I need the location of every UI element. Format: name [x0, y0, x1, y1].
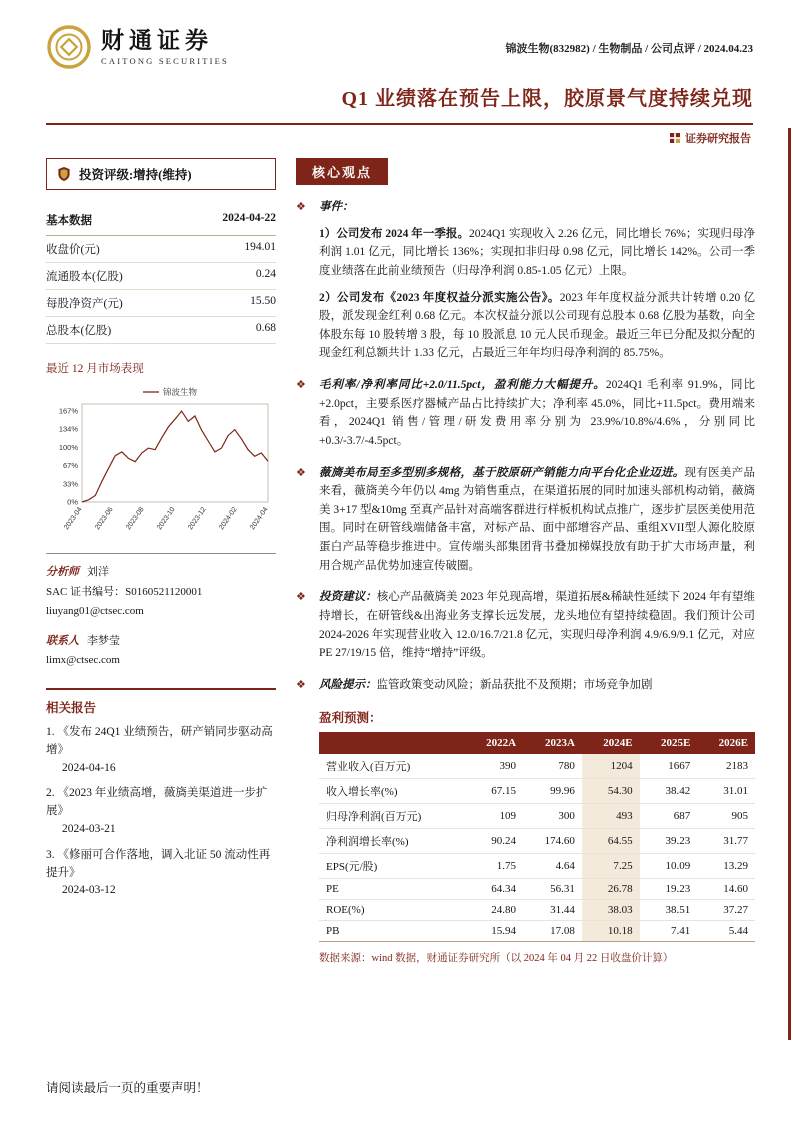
contact-line	[46, 633, 276, 651]
forecast-row-label: ROE(%)	[319, 900, 465, 921]
forecast-cell: 13.29	[697, 854, 755, 879]
forecast-row	[319, 879, 755, 900]
forecast-cell: 493	[582, 804, 640, 829]
forecast-cell: 300	[523, 804, 582, 829]
logo-text	[101, 28, 229, 65]
contact-role-label: 联系人	[46, 634, 79, 647]
bullet-lead: 事件：	[319, 201, 354, 213]
bullet-text	[319, 464, 755, 576]
forecast-cell: 24.80	[465, 900, 524, 921]
svg-text:2023-10: 2023-10	[156, 506, 177, 532]
bullet-body: 监管政策变动风险；新品获批不及预期；市场竞争加剧	[376, 678, 653, 691]
svg-text:2023-06: 2023-06	[94, 506, 115, 532]
stock-line-chart	[46, 382, 276, 544]
right-edge-bar	[788, 128, 791, 1040]
data-source-note: 数据来源：wind 数据，财通证券研究所（以 2024 年 04 月 22 日收盘价计算）	[319, 953, 674, 965]
forecast-row	[319, 754, 755, 779]
contact-name: 李梦莹	[87, 634, 120, 647]
forecast-cell: 99.96	[523, 779, 582, 804]
subparagraph-body: 2023 年年度权益分派共计转增 0.20 亿股，派发现金红利 0.68 亿元。本次权益分派以公司现有总股本 0.68 亿股为基数，向全体股东每 10 股转增 3 股，每 10 股派息 10 元人民币现金。最近三年已分配及拟分配的现金红利总额共计 1.33 亿元，占最近三年年均归母净利润的 85.75%。	[319, 291, 756, 360]
brand-name-cn: 财通证券	[101, 28, 213, 54]
basic-data-block	[46, 210, 276, 344]
bullet-text	[319, 588, 755, 663]
forecast-col-header: 2025E	[640, 732, 698, 754]
forecast-cell: 905	[697, 804, 755, 829]
basic-data-title: 基本数据	[46, 215, 92, 227]
forecast-cell: 1.75	[465, 854, 524, 879]
basic-data-row	[46, 236, 276, 263]
svg-text:2023-12: 2023-12	[187, 506, 208, 532]
core-view-bullets	[296, 198, 755, 694]
forecast-cell: 5.44	[697, 921, 755, 942]
svg-text:2023-08: 2023-08	[125, 506, 146, 532]
basic-data-label: 总股本(亿股)	[46, 325, 112, 337]
forecast-cell: 31.77	[697, 829, 755, 854]
forecast-cell: 90.24	[465, 829, 524, 854]
forecast-cell: 56.31	[523, 879, 582, 900]
forecast-cell: 10.09	[640, 854, 698, 879]
content-columns	[0, 146, 793, 965]
forecast-row	[319, 921, 755, 942]
forecast-cell: 38.03	[582, 900, 640, 921]
forecast-cell: 31.44	[523, 900, 582, 921]
main-content	[296, 158, 755, 965]
forecast-row-label: PB	[319, 921, 465, 942]
report-tag-row	[0, 130, 751, 146]
basic-data-value: 0.24	[255, 268, 276, 280]
forecast-cell: 31.01	[697, 779, 755, 804]
core-view-label: 核心观点	[296, 158, 388, 185]
subparagraph-lead: 2）公司发布《2023 年度权益分派实施公告》。	[319, 291, 560, 304]
analyst-name: 刘洋	[87, 566, 109, 578]
header-divider	[46, 123, 753, 125]
brand-name-en: CAITONG SECURITIES	[101, 55, 229, 66]
forecast-row	[319, 779, 755, 804]
bullet-paragraph	[319, 464, 755, 576]
basic-data-rows	[46, 236, 276, 344]
report-title: Q1 业绩落在预告上限，胶原景气度持续兑现	[341, 88, 753, 110]
forecast-cell: 7.25	[582, 854, 640, 879]
svg-text:0%: 0%	[67, 497, 78, 507]
related-report-title: 2. 《2023 年业绩高增，薇旖美渠道进一步扩展》	[46, 787, 268, 818]
bullet-lead: 毛利率/净利率同比+2.0/11.5pct，盈利能力大幅提升。	[319, 379, 606, 391]
forecast-col-header	[319, 732, 465, 754]
svg-text:锦波生物: 锦波生物	[163, 387, 198, 397]
analyst-block	[46, 553, 276, 670]
forecast-cell: 14.60	[697, 879, 755, 900]
forecast-header-row	[319, 732, 755, 754]
svg-text:100%: 100%	[58, 443, 78, 453]
forecast-col-header: 2026E	[697, 732, 755, 754]
bullet-lead: 投资建议：	[319, 591, 377, 604]
rating-box	[46, 158, 276, 190]
report-tag-label: 证券研究报告	[685, 133, 751, 145]
forecast-cell: 780	[523, 754, 582, 779]
svg-text:33%: 33%	[62, 479, 78, 489]
forecast-cell: 54.30	[582, 779, 640, 804]
forecast-row	[319, 804, 755, 829]
forecast-row-label: 营业收入(百万元)	[319, 754, 465, 779]
basic-data-value: 0.68	[255, 322, 276, 334]
bullet-text	[319, 198, 755, 363]
basic-data-label: 收盘价(元)	[46, 244, 100, 256]
content-bullet	[296, 464, 755, 576]
content-bullet	[296, 376, 755, 451]
bullet-lead: 薇旖美布局至多型别多规格，基于胶原研产销能力向平台化企业迈进。	[319, 466, 685, 479]
analyst-role-label: 分析师	[46, 566, 79, 578]
forecast-row	[319, 854, 755, 879]
bullet-paragraph	[319, 588, 755, 663]
bullet-body: 核心产品薇旖美 2023 年兑现高增，渠道拓展&稀缺性延续下 2024 年有望维持增长，在研管线&出海业务支撑长远发展，龙头地位有望持续稳固。我们预计公司 2024-2026 年实现营业收入 12.0/16.7/21.8 亿元，实现归母净利润 4.9/6.9/9.1 亿元，对应 PE 27/19/15 倍，维持“增持”评级。	[319, 591, 755, 660]
bullet-text	[319, 376, 755, 451]
header	[0, 0, 793, 70]
forecast-title: 盈利预测：	[319, 711, 382, 726]
forecast-row	[319, 829, 755, 854]
related-report-date: 2024-03-12	[62, 884, 116, 897]
svg-text:167%: 167%	[58, 406, 78, 416]
bullet-text	[319, 676, 755, 695]
sidebar	[46, 158, 276, 965]
forecast-row-label: EPS(元/股)	[319, 854, 465, 879]
forecast-cell: 390	[465, 754, 524, 779]
forecast-row-label: PE	[319, 879, 465, 900]
related-report-date: 2024-04-16	[62, 761, 116, 774]
forecast-cell: 38.51	[640, 900, 698, 921]
forecast-cell: 1667	[640, 754, 698, 779]
subparagraph-lead: 1）公司发布 2024 年一季报。	[319, 227, 469, 240]
market-performance-chart	[46, 382, 276, 549]
forecast-cell: 1204	[582, 754, 640, 779]
related-report-title: 3. 《修丽可合作落地，调入北证 50 流动性再提升》	[46, 848, 271, 879]
content-bullet	[296, 588, 755, 663]
bullet-subparagraph	[319, 289, 755, 364]
diamond-bullet-icon: ❖	[296, 466, 306, 479]
forecast-cell: 2183	[697, 754, 755, 779]
forecast-cell: 15.94	[465, 921, 524, 942]
forecast-cell: 67.15	[465, 779, 524, 804]
related-report-item	[46, 724, 276, 777]
forecast-col-header: 2024E	[582, 732, 640, 754]
forecast-cell: 4.64	[523, 854, 582, 879]
diamond-bullet-icon: ❖	[296, 379, 306, 391]
forecast-cell: 174.60	[523, 829, 582, 854]
related-report-date: 2024-03-21	[62, 823, 116, 836]
contact-email: limx@ctsec.com	[46, 654, 120, 667]
diamond-bullet-icon: ❖	[296, 678, 306, 691]
bullet-paragraph	[319, 676, 755, 695]
basic-data-value: 194.01	[244, 241, 276, 253]
rating-label: 投资评级:增持(维持)	[79, 168, 192, 182]
bullet-body: 2024Q1 毛利率 91.9%，同比+2.0pct，主要系医疗器械产品占比持续扩大；净利率 45.0%，同比+11.5pct。费用端来看，2024Q1 销售/管理/研发费用率分别为 23.9%/10.8%/4.6%，分别同比+0.3/-3.7/-4.5pct。	[319, 379, 755, 447]
forecast-row-label: 归母净利润(百万元)	[319, 804, 465, 829]
report-tag-icon	[670, 133, 680, 143]
content-bullet	[296, 198, 755, 363]
diamond-bullet-icon: ❖	[296, 201, 306, 213]
svg-text:2024-04: 2024-04	[249, 506, 270, 532]
analyst-sac: SAC 证书编号：S0160521120001	[46, 585, 203, 598]
forecast-cell: 19.23	[640, 879, 698, 900]
forecast-cell: 7.41	[640, 921, 698, 942]
basic-data-value: 15.50	[250, 295, 276, 307]
forecast-cell: 687	[640, 804, 698, 829]
forecast-cell: 38.42	[640, 779, 698, 804]
report-meta: 锦波生物(832982) / 生物制品 / 公司点评 / 2024.04.23	[505, 43, 753, 55]
diamond-bullet-icon: ❖	[296, 591, 306, 604]
basic-data-header	[46, 210, 276, 236]
basic-data-row	[46, 290, 276, 317]
forecast-row-label: 净利润增长率(%)	[319, 829, 465, 854]
forecast-col-header: 2022A	[465, 732, 524, 754]
forecast-cell: 17.08	[523, 921, 582, 942]
content-bullet	[296, 676, 755, 695]
related-reports-title: 相关报告	[46, 688, 276, 716]
basic-data-date: 2024-04-22	[222, 212, 276, 224]
bullet-paragraph	[319, 376, 755, 451]
basic-data-label: 流通股本(亿股)	[46, 271, 123, 283]
basic-data-row	[46, 317, 276, 344]
forecast-col-header: 2023A	[523, 732, 582, 754]
svg-text:134%: 134%	[58, 424, 78, 434]
related-report-title: 1. 《发布 24Q1 业绩预告，研产销同步驱动高增》	[46, 725, 273, 756]
analyst-line	[46, 564, 276, 582]
bullet-lead: 风险提示：	[319, 678, 377, 691]
svg-text:67%: 67%	[62, 461, 78, 470]
basic-data-label: 每股净资产(元)	[46, 298, 123, 310]
market-performance-title: 最近 12 月市场表现	[46, 363, 144, 375]
forecast-cell: 37.27	[697, 900, 755, 921]
forecast-cell: 10.18	[582, 921, 640, 942]
forecast-table	[319, 732, 755, 942]
footer	[46, 1078, 209, 1096]
forecast-cell: 64.34	[465, 879, 524, 900]
related-reports-block	[46, 688, 276, 900]
caitong-logo	[46, 24, 229, 70]
shield-icon	[57, 166, 71, 182]
bullet-body: 现有医美产品来看，薇旖美今年仍以 4mg 为销售重点，在渠道拓展的同时加速头部机构动销，薇旖美 3+17 型&10mg 至真产品针对高端客群进行样板机构试点推广，逐步扩层医美使用范围。同时在研管线端储备丰富，对标产品、面中部增容产品、重组XVII型人源化胶原蛋白产品等稳步推进中。宣传端头部集团背书叠加梯媒投放有助于扩大市场声量，利用合规产品优势加速宣传破圈。	[319, 466, 756, 572]
analyst-email: liuyang01@ctsec.com	[46, 605, 144, 618]
logo-emblem-icon	[46, 24, 92, 70]
forecast-cell: 26.78	[582, 879, 640, 900]
forecast-row	[319, 900, 755, 921]
related-report-item	[46, 785, 276, 838]
forecast-cell: 39.23	[640, 829, 698, 854]
bullet-paragraph	[319, 198, 755, 217]
related-report-item	[46, 847, 276, 900]
forecast-row-label: 收入增长率(%)	[319, 779, 465, 804]
basic-data-row	[46, 263, 276, 290]
bullet-subparagraph	[319, 225, 755, 281]
forecast-cell: 109	[465, 804, 524, 829]
forecast-cell: 64.55	[582, 829, 640, 854]
related-reports-list	[46, 724, 276, 900]
svg-text:2023-04: 2023-04	[63, 506, 84, 532]
svg-text:2024-02: 2024-02	[218, 506, 239, 532]
subparagraph-body: 2024Q1 实现收入 2.26 亿元，同比增长 76%；实现归母净利润 1.01 亿元，同比增长 136%；实现扣非归母 0.98 亿元，同比增长 142%。公司一季度业绩落在此前业绩预告（归母净利润 0.85-1.05 亿元）上限。	[319, 227, 756, 277]
footer-disclaimer: 请阅读最后一页的重要声明！	[46, 1081, 209, 1095]
